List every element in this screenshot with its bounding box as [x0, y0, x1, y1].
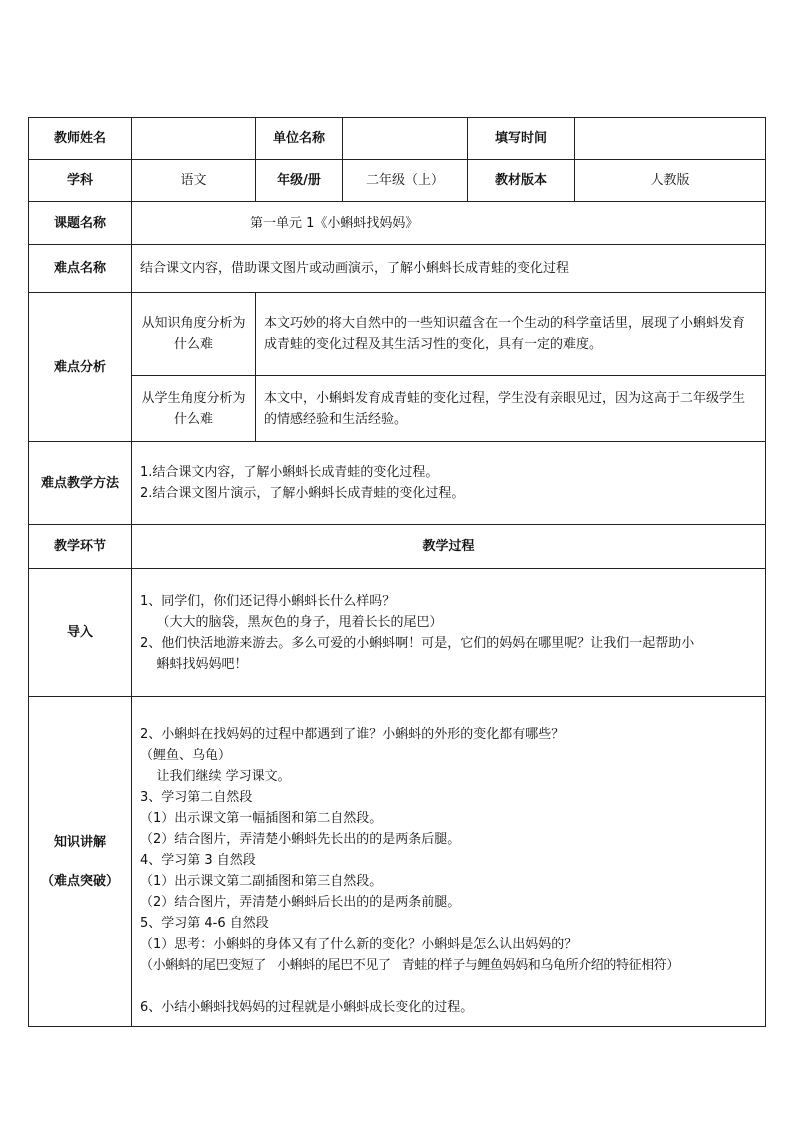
analysis-label: 难点分析: [29, 293, 132, 442]
difficulty-value: 结合课文内容，借助课文图片或动画演示，了解小蝌蚪长成青蛙的变化过程: [132, 245, 766, 293]
row-teacher-info: [29, 118, 766, 160]
knowledge-content: [132, 697, 766, 1027]
row-subject: [29, 160, 766, 202]
student-angle-label: 从学生角度分析为什么难: [132, 376, 256, 442]
process-header: 教学过程: [132, 525, 766, 569]
knowledge-line: （1）出示课文第二副插图和第三自然段。: [140, 873, 383, 889]
method-line: 1.结合课文内容，了解小蝌蚪长成青蛙的变化过程。: [140, 465, 439, 480]
topic-value: 第一单元 1《小蝌蚪找妈妈》: [132, 202, 766, 245]
intro-label: 导入: [29, 569, 132, 697]
subject-value: 语文: [132, 160, 256, 202]
knowledge-label: 知识讲解: [53, 834, 106, 850]
method-label: 难点教学方法: [29, 442, 132, 525]
teacher-name-label: 教师姓名: [29, 118, 132, 160]
knowledge-line: （1）出示课文第一幅插图和第二自然段。: [140, 810, 383, 826]
grade-value: 二年级（上）: [343, 160, 468, 202]
fill-time-label: 填写时间: [468, 118, 575, 160]
student-angle-text: 本文中，小蝌蚪发育成青蛙的变化过程，学生没有亲眼见过，因为这高于二年级学生的情感经验和生活经验。: [256, 376, 766, 442]
knowledge-line: 5、学习第 4-6 自然段: [140, 915, 269, 931]
knowledge-line: 让我们继续 学习课文。: [140, 768, 291, 784]
knowledge-line: 3、学习第二自然段: [140, 789, 253, 805]
edition-value: 人教版: [575, 160, 766, 202]
knowledge-line: （小蝌蚪的尾巴变短了 小蝌蚪的尾巴不见了 青蛙的样子与鲤鱼妈妈和乌龟所介绍的特征相符）: [140, 957, 679, 973]
row-topic: [29, 202, 766, 245]
unit-label: 单位名称: [256, 118, 343, 160]
intro-line: （大大的脑袋，黑灰色的身子，甩着长长的尾巴）: [140, 614, 443, 630]
knowledge-label-cell: [29, 697, 132, 1027]
knowledge-angle-label: 从知识角度分析为什么难: [132, 293, 256, 376]
knowledge-angle-text: 本文巧妙的将大自然中的一些知识蕴含在一个生动的科学童话里，展现了小蝌蚪发育成青蛙的变化过程及其生活习性的变化，具有一定的难度。: [256, 293, 766, 376]
difficulty-label: 难点名称: [29, 245, 132, 293]
fill-time-value: [575, 118, 766, 160]
knowledge-line: [140, 976, 763, 997]
intro-line: 1、同学们，你们还记得小蝌蚪长什么样吗？: [140, 593, 396, 609]
grade-label: 年级/册: [256, 160, 343, 202]
method-line: 2.结合课文图片演示，了解小蝌蚪长成青蛙的变化过程。: [140, 486, 465, 501]
teacher-name-value: [132, 118, 256, 160]
knowledge-line: （1）思考：小蝌蚪的身体又有了什么新的变化？小蝌蚪是怎么认出妈妈的？: [140, 936, 578, 952]
knowledge-line: 2、小蝌蚪在找妈妈的过程中都遇到了谁？小蝌蚪的外形的变化都有哪些？: [140, 726, 565, 742]
knowledge-line: （鲤鱼、乌龟）: [140, 747, 232, 763]
intro-line: 2、他们快活地游来游去。多么可爱的小蝌蚪啊！可是，它们的妈妈在哪里呢？让我们一起帮助小: [140, 635, 695, 651]
lesson-plan-table: [28, 117, 766, 1027]
method-content: [132, 442, 766, 525]
unit-value: [343, 118, 468, 160]
row-intro: [29, 569, 766, 697]
row-analysis-student: [29, 376, 766, 442]
row-difficulty: [29, 245, 766, 293]
stage-header: 教学环节: [29, 525, 132, 569]
knowledge-line: 4、学习第 3 自然段: [140, 852, 256, 868]
row-process-header: [29, 525, 766, 569]
row-method: [29, 442, 766, 525]
knowledge-sub-label: （难点突破）: [40, 873, 119, 889]
knowledge-line: （2）结合图片，弄清楚小蝌蚪先长出的的是两条后腿。: [140, 831, 461, 847]
knowledge-line: （2）结合图片，弄清楚小蝌蚪后长出的的是两条前腿。: [140, 894, 461, 910]
intro-content: [132, 569, 766, 697]
knowledge-line: 6、小结小蝌蚪找妈妈的过程就是小蝌蚪成长变化的过程。: [140, 999, 474, 1015]
edition-label: 教材版本: [468, 160, 575, 202]
intro-line: 蝌蚪找妈妈吧！: [140, 656, 248, 672]
row-analysis-knowledge: [29, 293, 766, 376]
topic-label: 课题名称: [29, 202, 132, 245]
subject-label: 学科: [29, 160, 132, 202]
row-knowledge: [29, 697, 766, 1027]
